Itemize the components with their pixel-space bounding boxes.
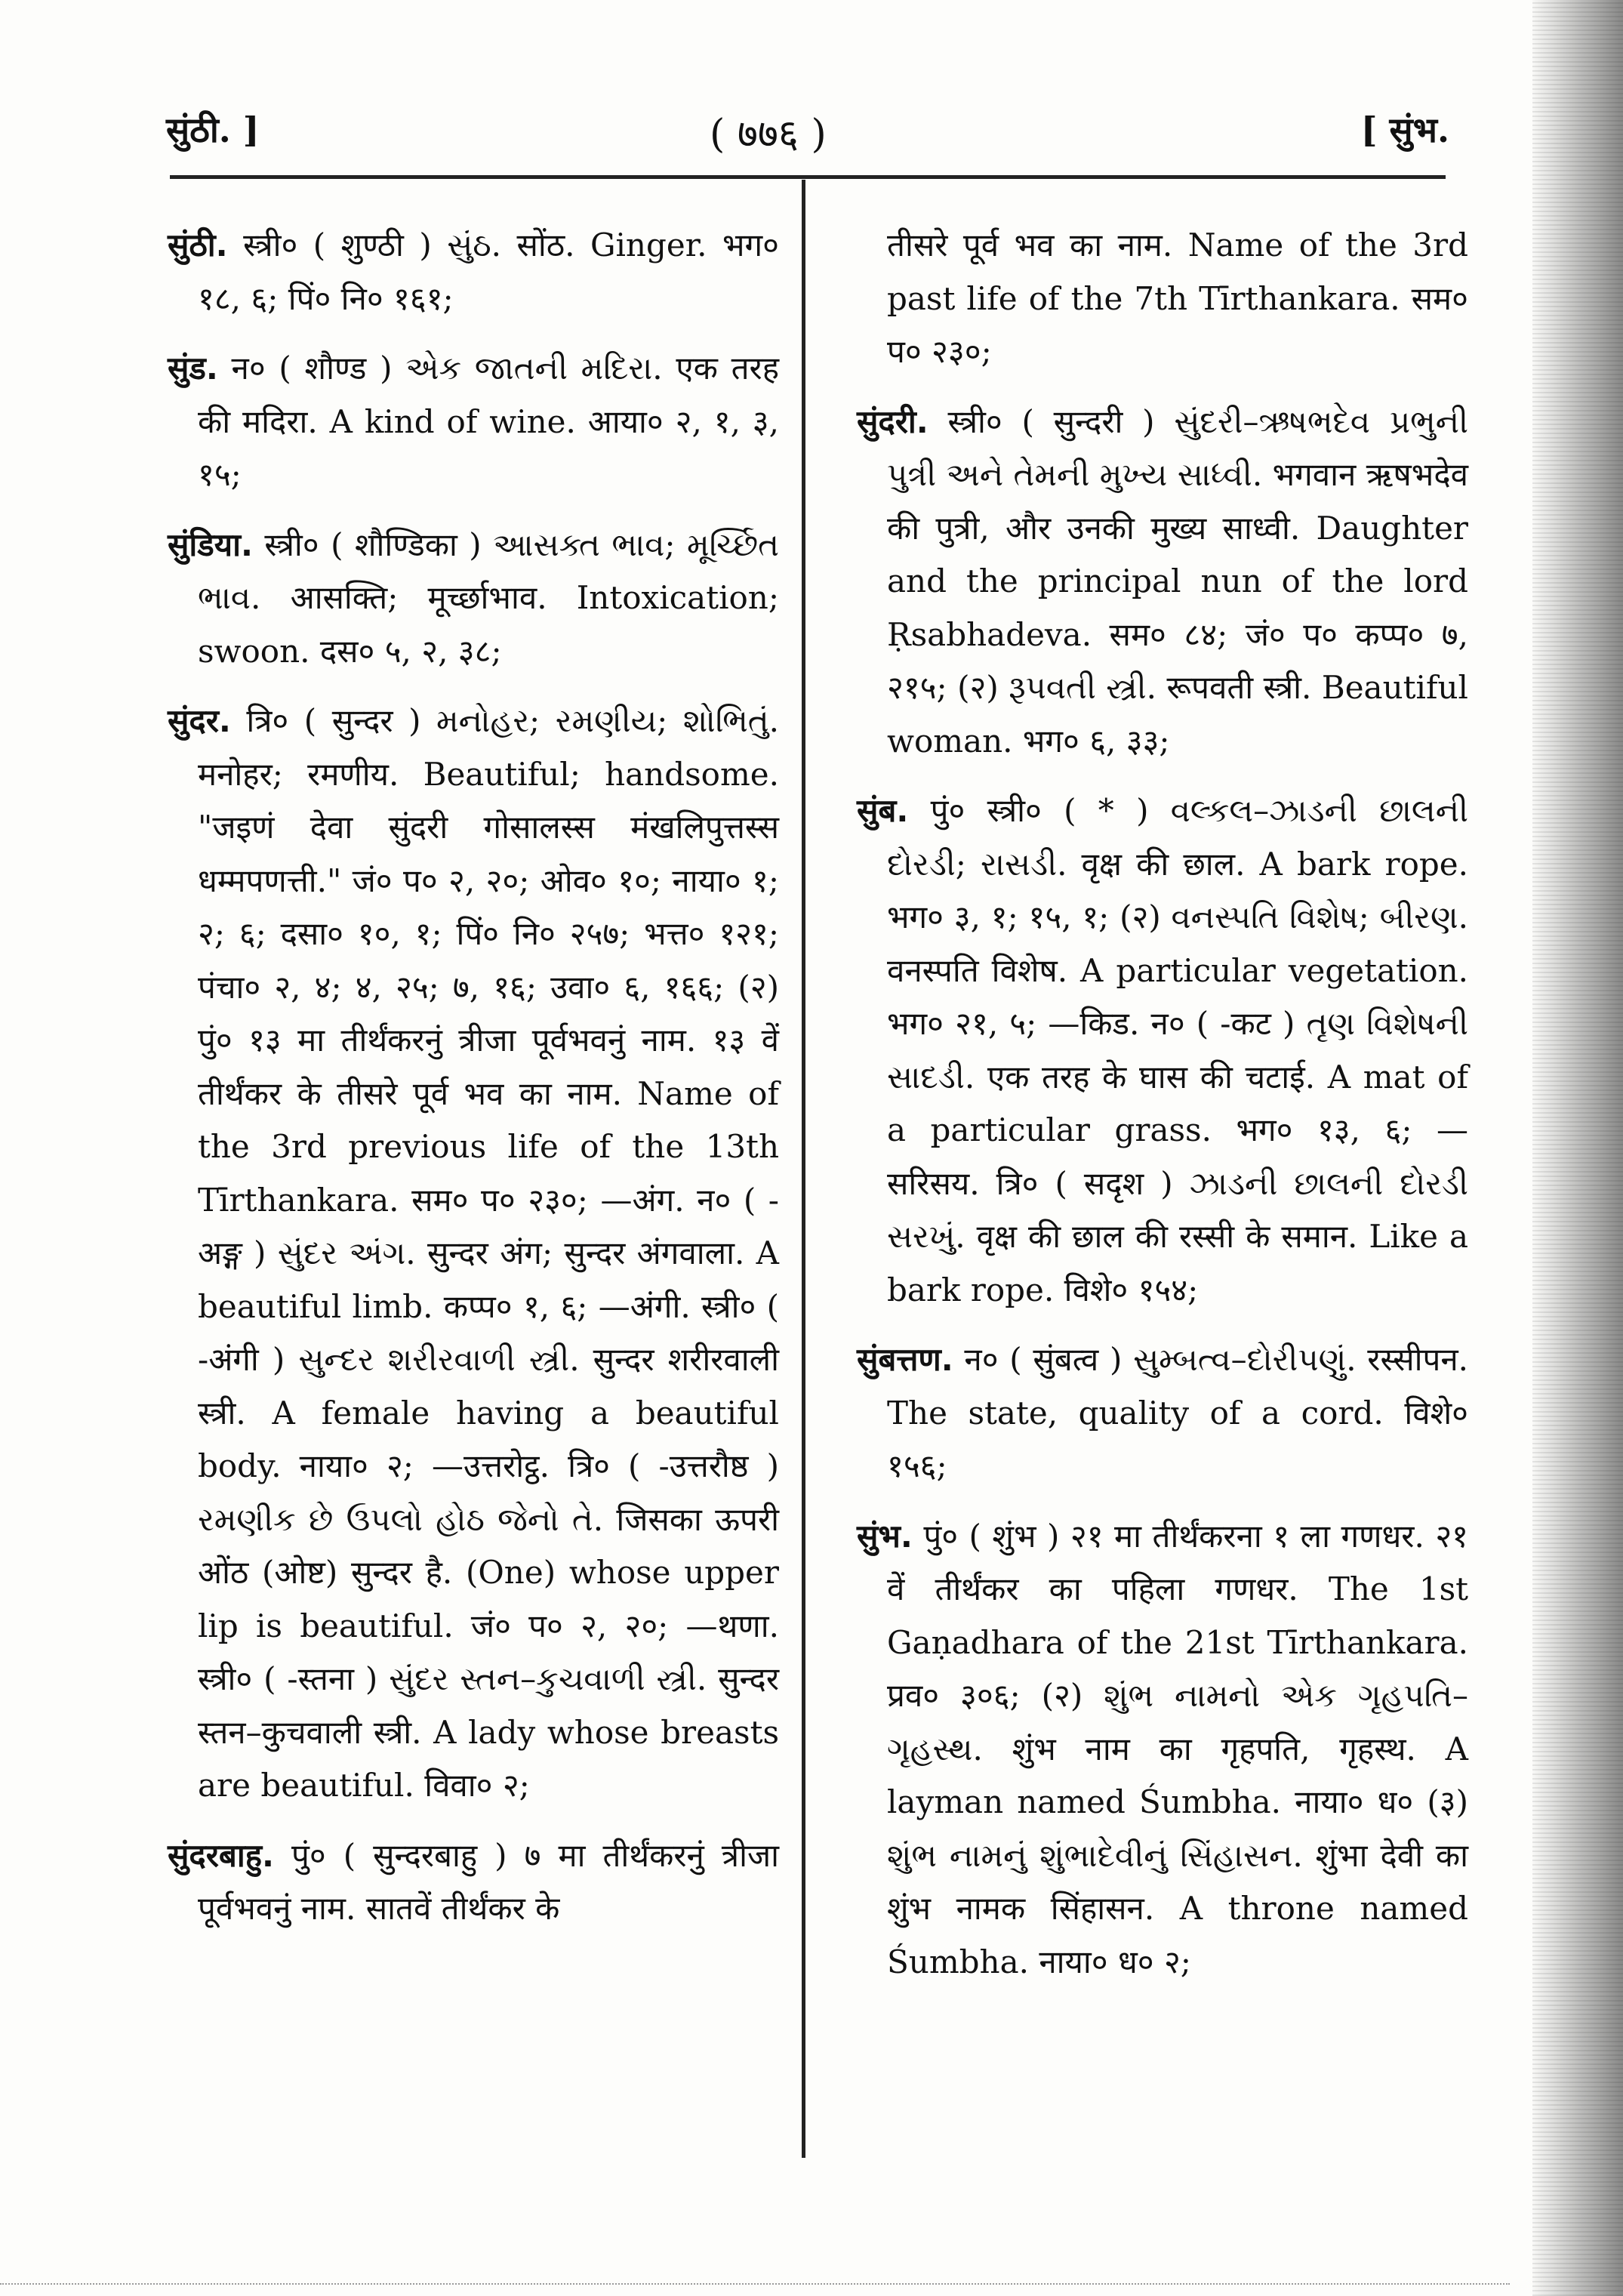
entry-text: स्त्री० ( शुण्ठी ) સુંઠ. सोंठ. Ginger. भग० १८, ६; पिं० नि० १६१; [198, 227, 779, 317]
page-number: ( ७७६ ) [710, 112, 827, 157]
right-column [857, 219, 1468, 2005]
entry-text: स्त्री० ( शौण्डिका ) આસક્ત ભાવ; મૂર્ચ્છિત ભાવ. आसक्ति; मूर्च्छाभाव. Intoxication; swoon. दस० ५, २, ३८; [198, 525, 779, 670]
entry-headword: सुंब. [857, 792, 909, 829]
entry-text: पुं० ( सुन्दरबाहु ) ७ मा तीर्थंकरनुं त्रीजा पूर्वभवनुं नाम. सातवें तीर्थंकर के [198, 1836, 779, 1927]
entry-headword: सुंदरी. [857, 402, 929, 440]
entry-headword: सुंदर. [168, 702, 231, 739]
entry-headword: सुंठी. [168, 227, 228, 264]
scan-bottom-edge [0, 2283, 1510, 2287]
column-divider [802, 180, 805, 2158]
entry-text: स्त्री० ( सुन्दरी ) સુંદરી–ઋષભદેવ પ્રભુની પુત્રી અને તેમની મુખ્ય સાધ્વી. भगवान ऋषभदेव की पुत्री, और उनकी मुख्य साध्वी. Daughter and the principal nun of the lord Ṛsabhadeva. सम० ८४; जं० प० कप्प० ७, २१५; (२) રૂપવતી સ્ત્રી. रूपवती स्त्री. Beautiful woman. भग० ६, ३३; [887, 402, 1468, 760]
entry-headword: सुंबत्तण. [857, 1341, 953, 1378]
entry-headword: सुंडिया. [168, 525, 253, 563]
entry-text: तीसरे पूर्व भव का नाम. Name of the 3rd past life of the 7th Tīrthankara. सम० प० २३०; [887, 227, 1468, 370]
entry [857, 1510, 1468, 1989]
entry-text: पुं० ( शुंभ ) २१ मा तीर्थंकरना १ ला गणधर. २१ वें तीर्थंकर का पहिला गणधर. The 1st Gaṇadhara of the 21st Tīrthankara. प्रव० ३०६; (२) શુંભ નામનો એક ગૃહપતિ–ગૃહસ્થ. शुंभ नाम का गृहपति, गृहस्थ. A layman named Śumbha. नाया० ध० (३) શુંભ નામનું શુંભાદેવીનું સિંહાસન. शुंभा देवी का शुंभ नामक सिंहासन. A throne named Śumbha. नाया० ध० २; [887, 1517, 1468, 1980]
entry [168, 342, 779, 502]
header-right-guideword: [ सुंभ. [1360, 109, 1449, 150]
binding-edge [1532, 0, 1623, 2296]
entry-text: न० ( शौण्ड ) એક જાતની મદિરા. एक तरह की मदिरा. A kind of wine. आया० २, १, ३, १५; [198, 350, 779, 493]
entry [857, 784, 1468, 1317]
entry-headword: सुंड. [168, 350, 218, 387]
left-column [168, 219, 779, 1952]
entry [857, 396, 1468, 769]
entry [857, 1333, 1468, 1493]
entry-headword: सुंभ. [857, 1517, 913, 1555]
entry-continuation [857, 219, 1468, 379]
entry-text: त्रि० ( सुन्दर ) મનોહર; રમણીય; શોભિતું. मनोहर; रमणीय. Beautiful; handsome. "जइणं देवा सुंदरी गोसालस्स मंखलिपुत्तस्स धम्मपणत्ती." जं० प० २, २०; ओव० १०; नाया० १; २; ६; दसा० १०, १; पिं० नि० २५७; भत्त० १२१; पंचा० २, ४; ४, २५; ७, १६; उवा० ६, १६६; (२) पुं० १३ मा तीर्थंकरनुं त्रीजा पूर्वभवनुं नाम. १३ वें तीर्थंकर के तीसरे पूर्व भव का नाम. Name of the 3rd previous life of the 13th Tīrthankara. सम० प० २३०; —अंग. न० ( -अङ्ग ) સુંદર અંગ. सुन्दर अंग; सुन्दर अंगवाला. A beautiful limb. कप्प० १, ६; —अंगी. स्त्री० ( -अंगी ) સુન્દર શરીરવાળી સ્ત્રી. सुन्दर शरीरवाली स्त्री. A female having a beautiful body. नाया० २; —उत्तरोट्ठ. त्रि० ( -उत्तरौष्ठ ) રમણીક છે ઉપલો હોઠ જેનો તે. जिसका ऊपरी ओंठ (ओष्ट) सुन्दर है. (One) whose upper lip is beautiful. जं० प० २, २०; —थणा. स्त्री० ( -स्तना ) સુંદર સ્તન–કુચવાળી સ્ત્રી. सुन्दर स्तन–कुचवाली स्त्री. A lady whose breasts are beautiful. विवा० २; [198, 702, 779, 1804]
entry [168, 519, 779, 679]
header-rule [170, 175, 1446, 179]
entry [168, 695, 779, 1813]
entry-headword: सुंदरबाहु. [168, 1836, 274, 1874]
entry [168, 1829, 779, 1936]
entry [168, 219, 779, 325]
header-left-guideword: सुंठी. ] [166, 109, 260, 150]
entry-text: न० ( सुंबत्व ) સુમ્બત્વ–દોરીપણું. रस्सीपन. The state, quality of a cord. विशे० १५६; [887, 1341, 1468, 1484]
entry-text: पुं० स्त्री० ( * ) વલ્કલ–ઝાડની છાલની દોરડી; રાસડી. वृक्ष की छाल. A bark rope. भग० ३, १; १५, १; (२) વનસ્પતિ વિશેષ; બીરણ. वनस्पति विशेष. A particular vegetation. भग० २१, ५; —किड. न० ( -कट ) તૃણ વિશેષની સાદડી. एक तरह के घास की चटाई. A mat of a particular grass. भग० १३, ६; —सरिसय. त्रि० ( सदृश ) ઝાડની છાલની દોરડી સરખું. वृक्ष की छाल की रस्सी के समान. Like a bark rope. विशे० १५४; [887, 792, 1468, 1308]
page-header [166, 98, 1449, 159]
